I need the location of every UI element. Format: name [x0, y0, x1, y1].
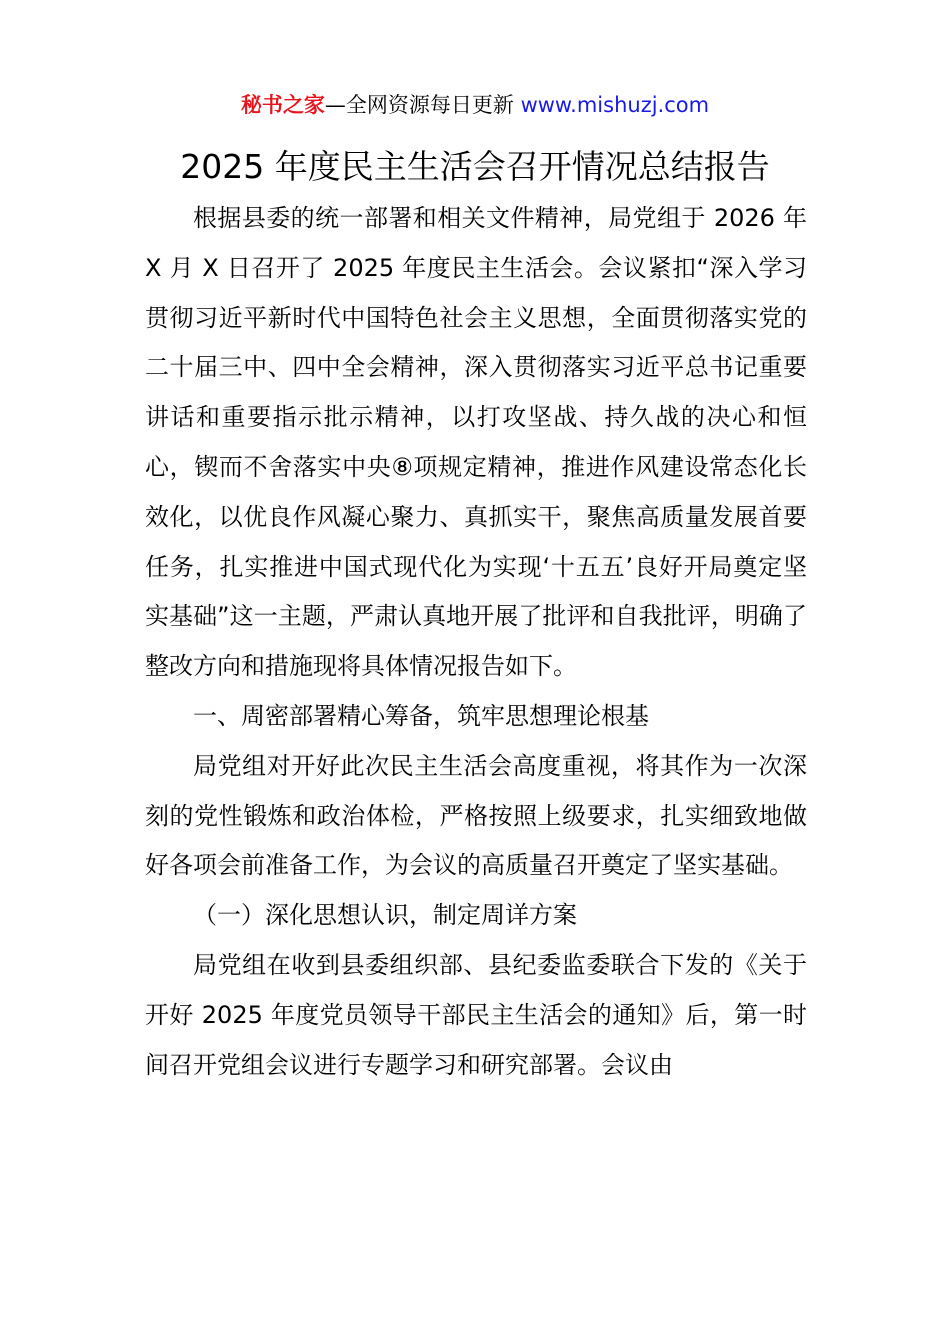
subsection-paragraph-1: 局党组在收到县委组织部、县纪委监委联合下发的《关于开好 2025 年度党员领导干部民主生活会的通知》后，第一时间召开党组会议进行专题学习和研究部署。会议由	[145, 950, 807, 1079]
site-slogan: —全网资源每日更新	[324, 93, 521, 117]
document-body	[145, 194, 807, 1090]
intro-paragraph: 根据县委的统一部署和相关文件精神，局党组于 2026 年 X 月 X 日召开了 2025 年度民主生活会。会议紧扣“深入学习贯彻习近平新时代中国特色社会主义思想，全面贯彻落实党的二十届三中、四中全会精神，深入贯彻落实习近平总书记重要讲话和重要指示批示精神，以打攻坚战、持久战的决心和恒心，锲而不舍落实中央⑧项规定精神，推进作风建设常态化长效化，以优良作风凝心聚力、真抓实干，聚焦高质量发展首要任务，扎实推进中国式现代化为实现‘十五五’良好开局奠定坚实基础”这一主题，严肃认真地开展了批评和自我批评，明确了整改方向和措施现将具体情况报告如下。	[145, 204, 807, 681]
subsection-heading-1: （一）深化思想认识，制定周详方案	[193, 901, 577, 930]
site-brand: 秘书之家	[240, 93, 325, 117]
section-heading-1: 一、周密部署精心筹备，筑牢思想理论根基	[193, 701, 649, 730]
site-url[interactable]: www.mishuzj.com	[520, 93, 710, 117]
section-paragraph-1: 局党组对开好此次民主生活会高度重视，将其作为一次深刻的党性锻炼和政治体检，严格按照上级要求，扎实细致地做好各项会前准备工作，为会议的高质量召开奠定了坚实基础。	[145, 751, 807, 880]
site-header	[0, 88, 950, 122]
document-title: 2025 年度民主生活会召开情况总结报告	[180, 147, 770, 186]
